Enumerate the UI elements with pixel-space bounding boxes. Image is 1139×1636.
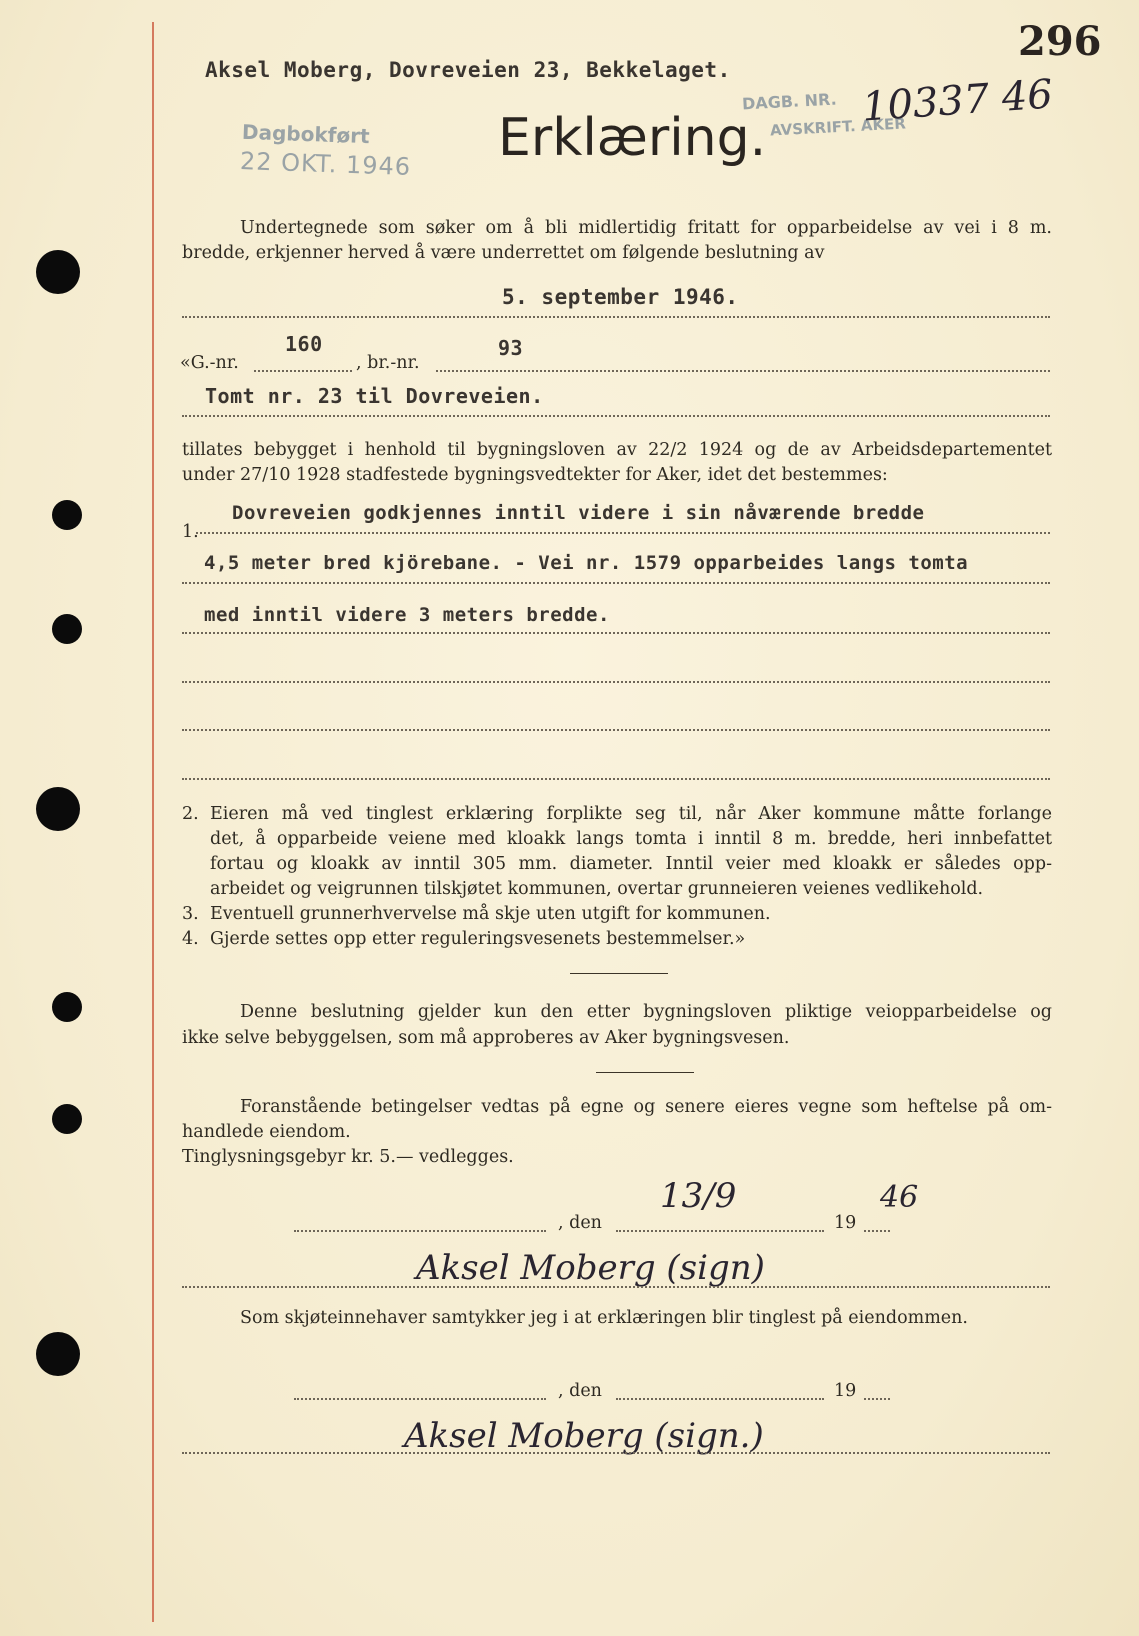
- section-divider: [570, 973, 668, 974]
- dotted-line: [182, 632, 1050, 634]
- note-line-2: ikke selve bebyggelsen, som må approberes av Aker bygningsvesen.: [182, 1028, 790, 1048]
- intro-line-2: bredde, erkjenner herved å være underrettet om følgende beslutning av: [182, 243, 825, 263]
- dotted-line: [436, 370, 1050, 372]
- condition2-line: arbeidet og veigrunnen tilskjøtet kommunen, overtar grunneieren veienes vedlikehold.: [210, 879, 984, 899]
- dotted-line: [182, 582, 1050, 584]
- stamp-avskrift-label: AVSKRIFT. AKER: [769, 114, 907, 140]
- stamp-dagbokfort-date: 22 OKT. 1946: [239, 147, 412, 181]
- year-prefix: 19: [834, 1381, 857, 1401]
- condition4-text: Gjerde settes opp etter reguleringsvesenets bestemmelser.»: [210, 929, 746, 949]
- intro-line-1: Undertegnede som søker om å bli midlertidig fritatt for opparbeidelse av vei i 8 m.: [240, 218, 1052, 238]
- dotted-line: [182, 1286, 1050, 1288]
- handwritten-year-suffix: 46: [880, 1180, 919, 1215]
- punch-hole: [36, 250, 80, 294]
- punch-hole: [52, 500, 82, 530]
- g-nr-value: 160: [285, 332, 323, 356]
- permission-line-2: under 27/10 1928 stadfestede bygningsvedtekter for Aker, idet det bestemmes:: [182, 465, 888, 485]
- dotted-line: [196, 532, 1050, 534]
- dotted-line: [616, 1230, 824, 1232]
- handwritten-day-month: 13/9: [660, 1176, 737, 1216]
- condition-number: 4.: [182, 929, 199, 949]
- permission-line-1: tillates bebygget i henhold til bygningsloven av 22/2 1924 og de av Arbeidsdepartementet: [182, 440, 1052, 460]
- punch-hole: [36, 787, 80, 831]
- dotted-line: [182, 778, 1050, 780]
- year-prefix: 19: [834, 1213, 857, 1233]
- condition3-text: Eventuell grunnerhvervelse må skje uten utgift for kommunen.: [210, 904, 771, 924]
- stamp-dagb-nr-label: DAGB. NR.: [741, 89, 838, 114]
- dotted-line: [254, 370, 352, 372]
- dotted-line: [182, 316, 1050, 318]
- condition1-line: 4,5 meter bred kjörebane. - Vei nr. 1579 opparbeides langs tomta: [204, 552, 969, 574]
- condition2-line: det, å opparbeide veiene med kloakk langs tomta i inntil 8 m. bredde, heri innbefattet: [210, 829, 1052, 849]
- encumbrance-line-1: Foranstående betingelser vedtas på egne og senere eieres vegne som heftelse på om-: [240, 1097, 1052, 1117]
- plot-description: Tomt nr. 23 til Dovreveien.: [205, 384, 544, 408]
- consent-text: Som skjøteinnehaver samtykker jeg i at erklæringen blir tinglest på eiendommen.: [240, 1308, 968, 1328]
- punch-hole: [52, 1104, 82, 1134]
- page-number: 296: [1018, 18, 1102, 65]
- condition2-line: Eieren må ved tinglest erklæring forplikte seg til, når Aker kommune måtte forlange: [210, 804, 1052, 824]
- punch-hole: [52, 614, 82, 644]
- encumbrance-line-2: handlede eiendom.: [182, 1122, 351, 1142]
- note-line-1: Denne beslutning gjelder kun den etter bygningsloven pliktige veiopparbeidelse og: [240, 1002, 1052, 1022]
- dotted-line: [616, 1398, 824, 1400]
- handwritten-signature: Aksel Moberg (sign): [416, 1248, 765, 1288]
- margin-rule: [152, 22, 154, 1622]
- br-nr-label: , br.-nr.: [356, 353, 420, 373]
- dotted-line: [182, 681, 1050, 683]
- punch-hole: [52, 992, 82, 1022]
- condition1-line: Dovreveien godkjennes inntil videre i sin nåværende bredde: [232, 502, 925, 524]
- dotted-line: [294, 1230, 546, 1232]
- handwritten-signature: Aksel Moberg (sign.): [404, 1416, 764, 1456]
- dotted-line: [864, 1398, 890, 1400]
- dotted-line: [294, 1398, 546, 1400]
- condition-number: 3.: [182, 904, 199, 924]
- date-den-label: , den: [558, 1381, 602, 1401]
- decision-date: 5. september 1946.: [502, 285, 739, 309]
- stamp-dagbokfort-label: Dagbokført: [241, 119, 371, 149]
- condition-number: 2.: [182, 804, 199, 824]
- dotted-line: [182, 1452, 1050, 1454]
- section-divider: [596, 1072, 694, 1073]
- handwritten-dagb-number: 10337 46: [860, 71, 1055, 131]
- br-nr-value: 93: [498, 336, 524, 360]
- fee-line: Tinglysningsgebyr kr. 5.— vedlegges.: [182, 1147, 514, 1167]
- condition1-line: med inntil videre 3 meters bredde.: [204, 604, 610, 626]
- date-den-label: , den: [558, 1213, 602, 1233]
- dotted-line: [182, 415, 1050, 417]
- applicant-address: Aksel Moberg, Dovreveien 23, Bekkelaget.: [205, 58, 731, 82]
- dotted-line: [864, 1230, 890, 1232]
- punch-hole: [36, 1332, 80, 1376]
- condition2-line: fortau og kloakk av inntil 305 mm. diameter. Inntil veier med kloakk er således opp-: [210, 854, 1052, 874]
- condition-number: 1.: [182, 522, 199, 542]
- g-nr-label: «G.-nr.: [180, 353, 239, 373]
- dotted-line: [182, 729, 1050, 731]
- document-title: Erklæring.: [498, 108, 767, 168]
